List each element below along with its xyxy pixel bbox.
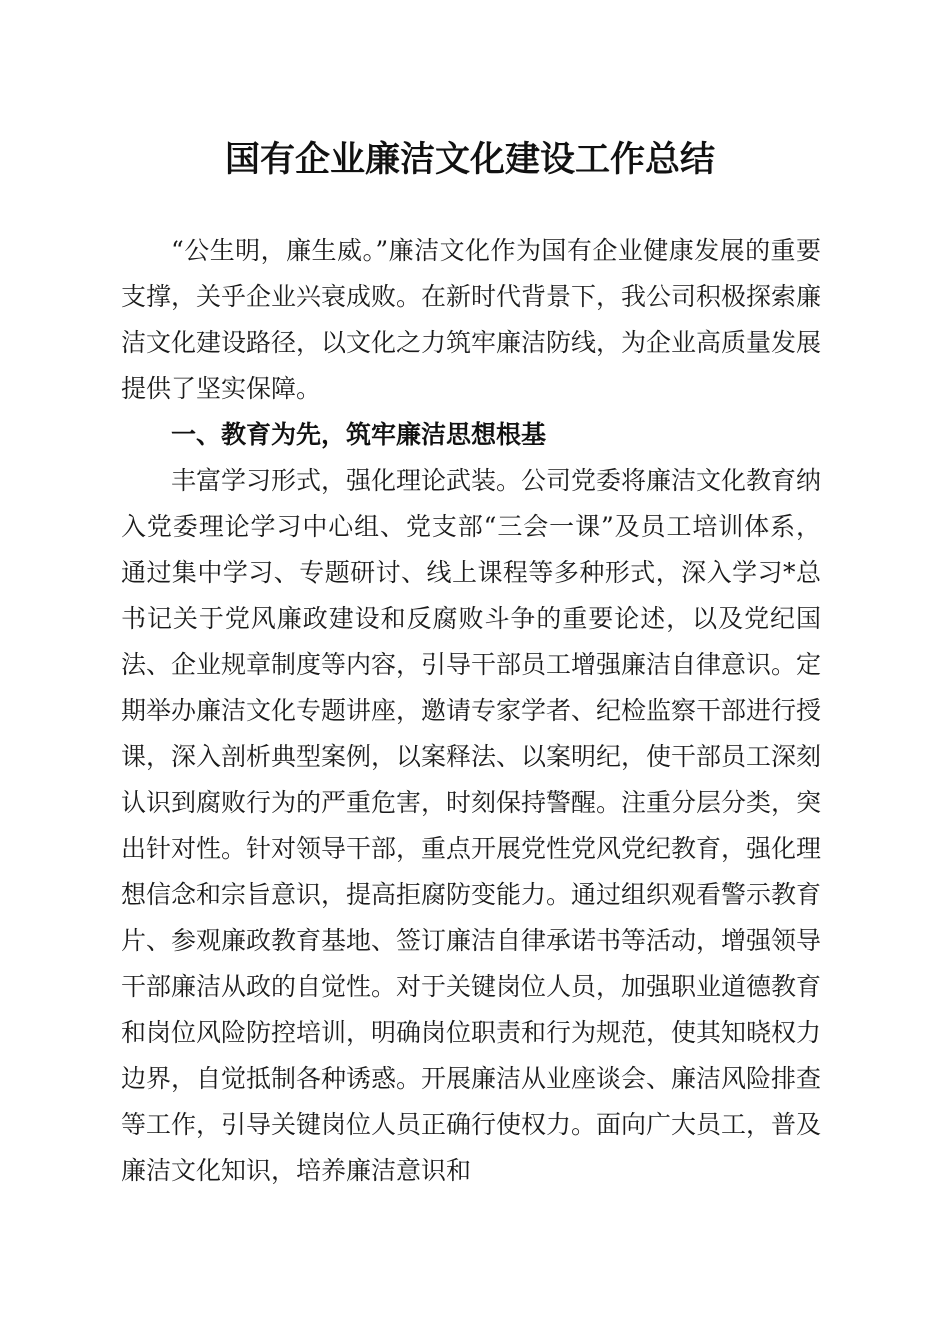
section-paragraph: 丰富学习形式，强化理论武装。公司党委将廉洁文化教育纳入党委理论学习中心组、党支部“三会一课”及员工培训体系，通过集中学习、专题研讨、线上课程等多种形式，深入学习*总书记关于党风廉政建设和反腐败斗争的重要论述，以及党纪国法、企业规章制度等内容，引导干部员工增强廉洁自律意识。定期举办廉洁文化专题讲座，邀请专家学者、纪检监察干部进行授课，深入剖析典型案例，以案释法、以案明纪，使干部员工深刻认识到腐败行为的严重危害，时刻保持警醒。注重分层分类，突出针对性。针对领导干部，重点开展党性党风党纪教育，强化理想信念和宗旨意识，提高拒腐防变能力。通过组织观看警示教育片、参观廉政教育基地、签订廉洁自律承诺书等活动，增强领导干部廉洁从政的自觉性。对于关键岗位人员，加强职业道德教育和岗位风险防控培训，明确岗位职责和行为规范，使其知晓权力边界，自觉抵制各种诱惑。开展廉洁从业座谈会、廉洁风险排查等工作，引导关键岗位人员正确行使权力。面向广大员工，普及廉洁文化知识，培养廉洁意识和 bbox=[121, 466, 822, 1185]
document-body bbox=[121, 228, 821, 1194]
intro-paragraph: “公生明，廉生威。”廉洁文化作为国有企业健康发展的重要支撑，关乎企业兴衰成败。在新时代背景下，我公司积极探索廉洁文化建设路径，以文化之力筑牢廉洁防线，为企业高质量发展提供了坚实保障。 bbox=[121, 236, 822, 403]
section-heading: 一、教育为先，筑牢廉洁思想根基 bbox=[171, 420, 547, 449]
document-title: 国有企业廉洁文化建设工作总结 bbox=[224, 139, 715, 180]
